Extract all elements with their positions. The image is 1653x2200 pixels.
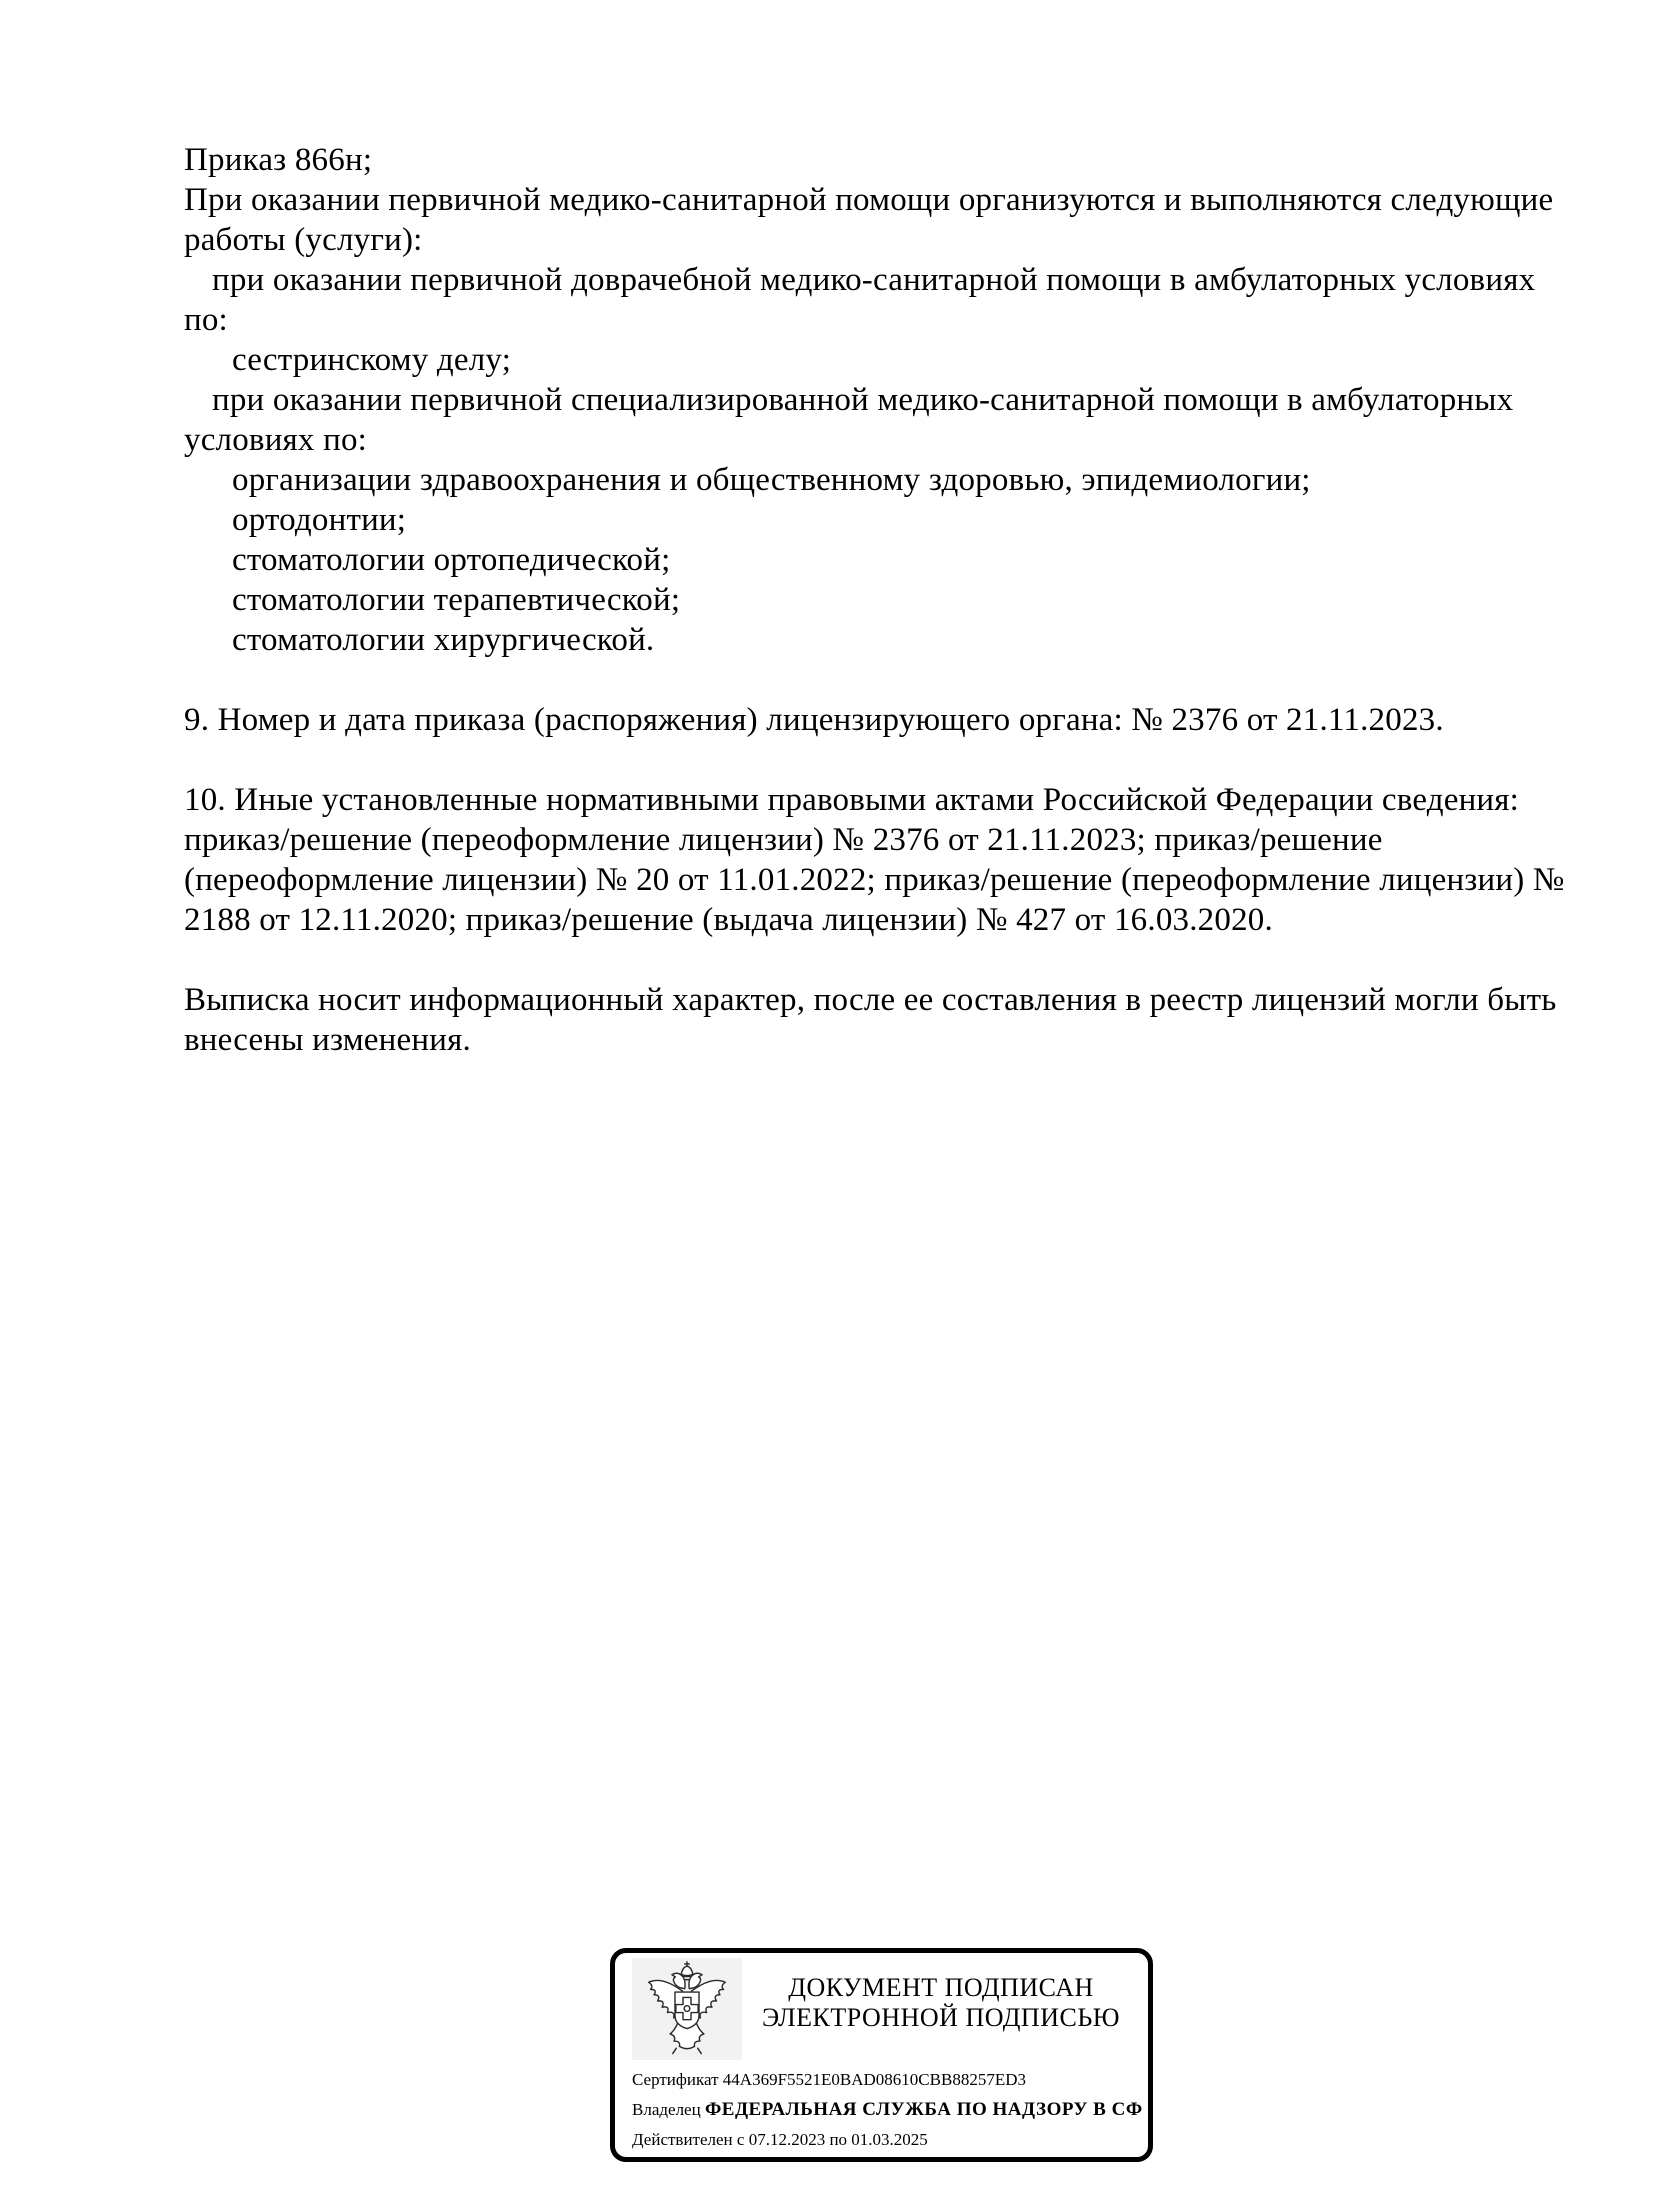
owner-line bbox=[632, 2095, 1153, 2125]
text-line: 9. Номер и дата приказа (распоряжения) лицензирующего органа: № 2376 от 21.11.2023. bbox=[184, 702, 1444, 738]
stamp-title-line1: ДОКУМЕНТ ПОДПИСАН bbox=[788, 1973, 1094, 2002]
text-line: 10. Иные установленные нормативными правовыми актами Российской Федерации сведения: bbox=[184, 782, 1520, 818]
text-line: стоматологии ортопедической; bbox=[232, 542, 671, 578]
text-line: При оказании первичной медико-санитарной помощи организуются и выполняются следующие bbox=[184, 182, 1554, 218]
stamp-details bbox=[632, 2065, 1153, 2155]
text-line: Выписка носит информационный характер, после ее составления в реестр лицензий могли быть bbox=[184, 982, 1557, 1018]
text-line: Приказ 866н; bbox=[184, 142, 373, 178]
stamp-title-line2: ЭЛЕКТРОННОЙ ПОДПИСЬЮ bbox=[762, 2003, 1120, 2032]
text-line: при оказании первичной доврачебной медико-санитарной помощи в амбулаторных условиях bbox=[212, 262, 1536, 298]
document-body bbox=[184, 140, 1564, 1060]
text-line: приказ/решение (переоформление лицензии) № 2376 от 21.11.2023; приказ/решение bbox=[184, 822, 1383, 858]
paragraph-other-info bbox=[184, 780, 1564, 940]
electronic-signature-stamp bbox=[610, 1948, 1153, 2162]
text-line: по: bbox=[184, 302, 228, 338]
paragraph-disclaimer bbox=[184, 980, 1564, 1060]
text-line: стоматологии хирургической. bbox=[232, 622, 655, 658]
text-line: внесены изменения. bbox=[184, 1022, 471, 1058]
text-line: 2188 от 12.11.2020; приказ/решение (выдача лицензии) № 427 от 16.03.2020. bbox=[184, 902, 1273, 938]
double-headed-eagle-icon bbox=[640, 1960, 734, 2058]
text-line: условиях по: bbox=[184, 422, 368, 458]
stamp-title bbox=[745, 1973, 1137, 2033]
emblem-box bbox=[632, 1958, 742, 2060]
text-line: (переоформление лицензии) № 20 от 11.01.2022; приказ/решение (переоформление лицензии) № bbox=[184, 862, 1565, 898]
text-line: ортодонтии; bbox=[232, 502, 407, 538]
certificate-number: 44A369F5521E0BAD08610CBB88257ED3 bbox=[722, 2070, 1026, 2089]
text-line: организации здравоохранения и общественному здоровью, эпидемиологии; bbox=[232, 462, 1311, 498]
certificate-line bbox=[632, 2065, 1153, 2095]
text-line: стоматологии терапевтической; bbox=[232, 582, 681, 618]
validity-line: Действителен с 07.12.2023 по 01.03.2025 bbox=[632, 2130, 928, 2149]
text-line: при оказании первичной специализированной медико-санитарной помощи в амбулаторных bbox=[212, 382, 1514, 418]
paragraph-works-services bbox=[184, 140, 1564, 660]
text-line: работы (услуги): bbox=[184, 222, 423, 258]
paragraph-order-number bbox=[184, 700, 1564, 740]
text-line: сестринскому делу; bbox=[232, 342, 512, 378]
certificate-label: Сертификат bbox=[632, 2070, 723, 2089]
owner-label: Владелец bbox=[632, 2100, 705, 2119]
owner-name: ФЕДЕРАЛЬНАЯ СЛУЖБА ПО НАДЗОРУ В СФ bbox=[704, 2099, 1143, 2120]
